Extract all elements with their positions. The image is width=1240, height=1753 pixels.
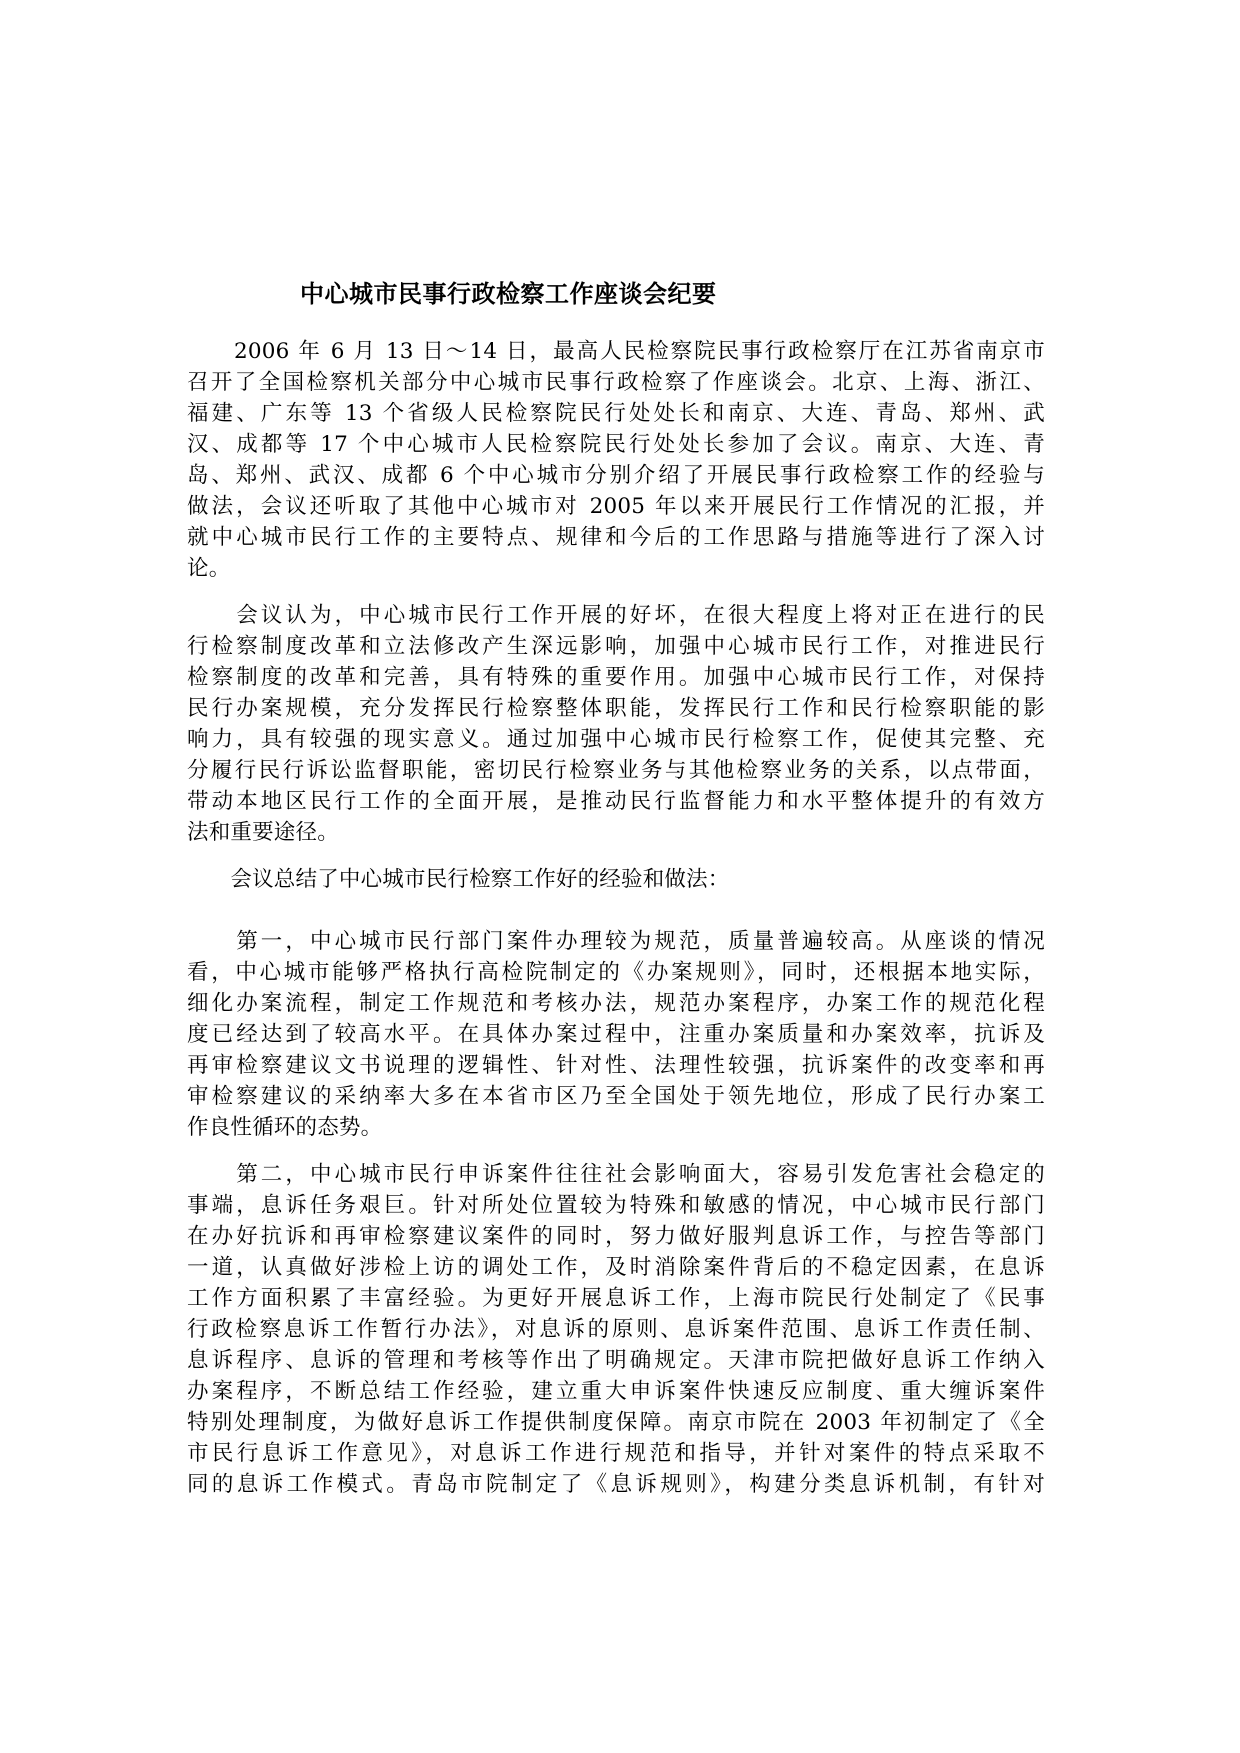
text-line: 同的息诉工作模式。青岛市院制定了《息诉规则》，构建分类息诉机制，有针对: [187, 1472, 1045, 1497]
text-line: 特别处理制度，为做好息诉工作提供制度保障。南京市院在 2003 年初制定了《全: [187, 1410, 1045, 1435]
text-line: 事端，息诉任务艰巨。针对所处位置较为特殊和敏感的情况，中心城市民行部门: [187, 1193, 1045, 1218]
text-line: 息诉程序、息诉的管理和考核等作出了明确规定。天津市院把做好息诉工作纳入: [187, 1348, 1045, 1373]
text-line: 会议总结了中心城市民行检察工作好的经验和做法：: [187, 867, 730, 892]
document-title: 中心城市民事行政检察工作座谈会纪要: [300, 279, 717, 308]
text-line: 度已经达到了较高水平。在具体办案过程中，注重办案质量和办案效率，抗诉及: [187, 1022, 1045, 1047]
text-line: 召开了全国检察机关部分中心城市民事行政检察了作座谈会。北京、上海、浙江、: [187, 370, 1045, 395]
text-line: 一道，认真做好涉检上访的调处工作，及时消除案件背后的不稳定因素，在息诉: [187, 1255, 1045, 1280]
text-line: 办案程序，不断总结工作经验，建立重大申诉案件快速反应制度、重大缠诉案件: [187, 1379, 1045, 1404]
text-line: 2006 年 6 月 13 日～14 日，最高人民检察院民事行政检察厅在江苏省南京市: [187, 339, 1045, 364]
paragraph-meeting-overview: [187, 336, 1045, 584]
text-line: 行检察制度改革和立法修改产生深远影响，加强中心城市民行工作，对推进民行: [187, 634, 1045, 659]
text-line: 工作方面积累了丰富经验。为更好开展息诉工作，上海市院民行处制定了《民事: [187, 1286, 1045, 1311]
text-line: 岛、郑州、武汉、成都 6 个中心城市分别介绍了开展民事行政检察工作的经验与: [187, 463, 1045, 488]
text-line: 市民行息诉工作意见》，对息诉工作进行规范和指导，并针对案件的特点采取不: [187, 1441, 1045, 1466]
text-line: 汉、成都等 17 个中心城市人民检察院民行处处长参加了会议。南京、大连、青: [187, 432, 1045, 457]
text-line: 检察制度的改革和完善，具有特殊的重要作用。加强中心城市民行工作，对保持: [187, 665, 1045, 690]
text-line: 再审检察建议文书说理的逻辑性、针对性、法理性较强，抗诉案件的改变率和再: [187, 1053, 1045, 1078]
text-line: 分履行民行诉讼监督职能，密切民行检察业务与其他检察业务的关系，以点带面，: [187, 758, 1045, 783]
text-line: 做法，会议还听取了其他中心城市对 2005 年以来开展民行工作情况的汇报，并: [187, 494, 1045, 519]
text-line: 第二，中心城市民行申诉案件往往社会影响面大，容易引发危害社会稳定的: [187, 1162, 1045, 1187]
text-line: 论。: [187, 556, 231, 581]
paragraph-point-two: [187, 1159, 1045, 1500]
text-line: 法和重要途径。: [187, 820, 339, 845]
text-line: 细化办案流程，制定工作规范和考核办法，规范办案程序，办案工作的规范化程: [187, 991, 1045, 1016]
text-line: 就中心城市民行工作的主要特点、规律和今后的工作思路与措施等进行了深入讨: [187, 525, 1045, 550]
text-line: 第一，中心城市民行部门案件办理较为规范，质量普遍较高。从座谈的情况: [187, 929, 1045, 954]
text-line: 会议认为，中心城市民行工作开展的好坏，在很大程度上将对正在进行的民: [187, 603, 1045, 628]
text-line: 作良性循环的态势。: [187, 1115, 383, 1140]
text-line: 在办好抗诉和再审检察建议案件的同时，努力做好服判息诉工作，与控告等部门: [187, 1224, 1045, 1249]
paragraph-meeting-opinion: [187, 600, 1045, 848]
text-line: 民行办案规模，充分发挥民行检察整体职能，发挥民行工作和民行检察职能的影: [187, 696, 1045, 721]
text-line: 行政检察息诉工作暂行办法》，对息诉的原则、息诉案件范围、息诉工作责任制、: [187, 1317, 1045, 1342]
text-line: 福建、广东等 13 个省级人民检察院民行处处长和南京、大连、青岛、郑州、武: [187, 401, 1045, 426]
text-line: 带动本地区民行工作的全面开展，是推动民行监督能力和水平整体提升的有效方: [187, 789, 1045, 814]
text-line: 响力，具有较强的现实意义。通过加强中心城市民行检察工作，促使其完整、充: [187, 727, 1045, 752]
text-line: 审检察建议的采纳率大多在本省市区乃至全国处于领先地位，形成了民行办案工: [187, 1084, 1045, 1109]
text-line: 看，中心城市能够严格执行高检院制定的《办案规则》，同时，还根据本地实际，: [187, 960, 1045, 985]
paragraph-summary-intro: [187, 864, 1045, 895]
paragraph-point-one: [187, 926, 1045, 1143]
